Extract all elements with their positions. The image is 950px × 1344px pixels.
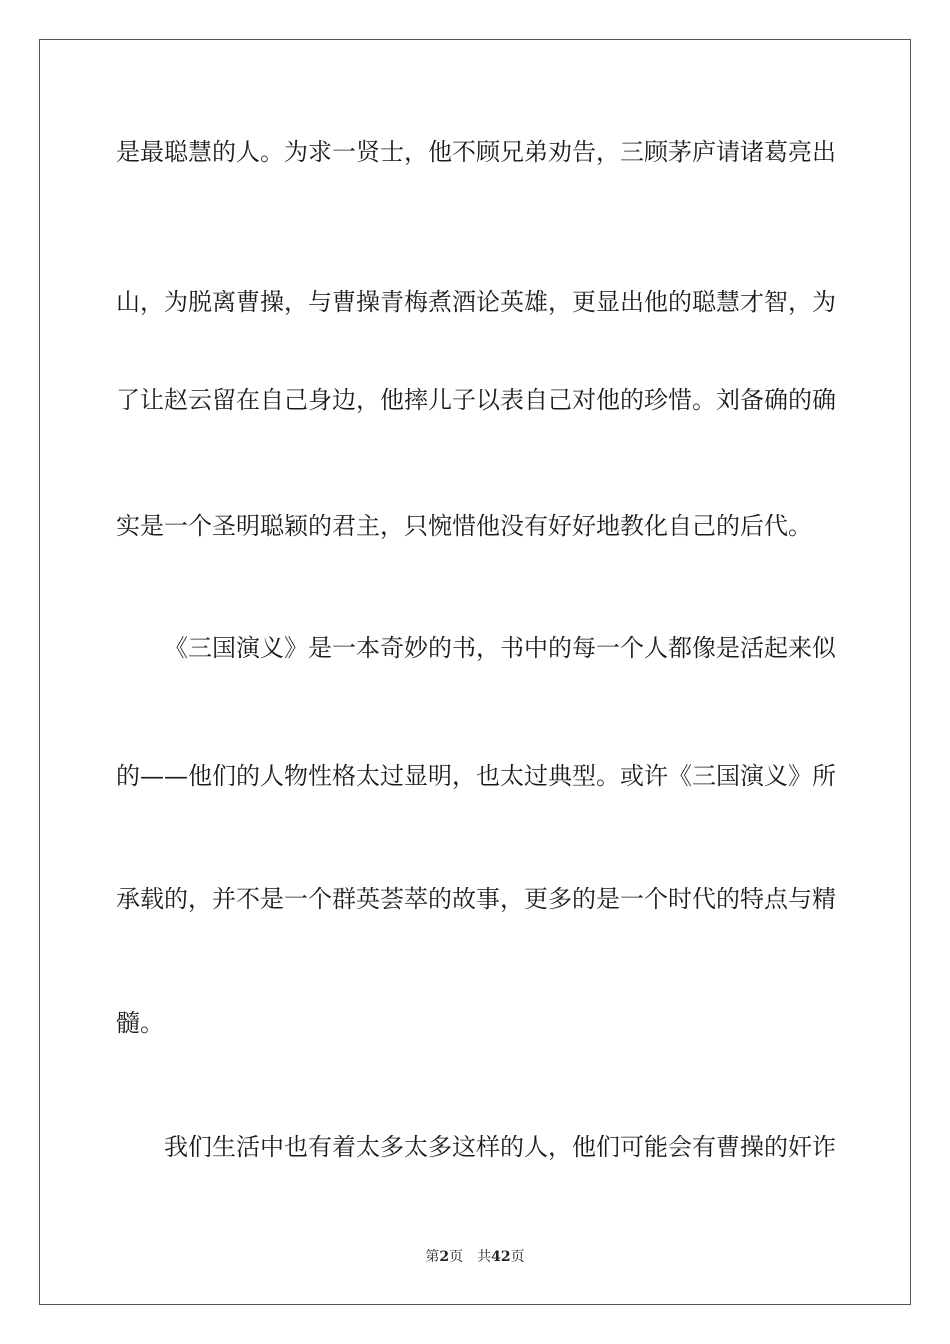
total-prefix: 共: [477, 1249, 492, 1265]
paragraph-line: 是最聪慧的人。为求一贤士，他不顾兄弟劝告，三顾茅庐请诸葛亮出: [116, 138, 836, 166]
page-border: [39, 39, 911, 1305]
paragraph-line: 的——他们的人物性格太过显明，也太过典型。或许《三国演义》所: [116, 762, 836, 790]
total-pages: 42: [491, 1249, 511, 1265]
paragraph-line: 承载的，并不是一个群英荟萃的故事，更多的是一个时代的特点与精: [116, 885, 836, 913]
paragraph-line: 实是一个圣明聪颖的君主，只惋惜他没有好好地教化自己的后代。: [116, 512, 812, 540]
total-suffix: 页: [510, 1249, 525, 1265]
paragraph-line: 髓。: [116, 1009, 164, 1037]
page-footer: [0, 1248, 950, 1266]
paragraph-line: 了让赵云留在自己身边，他摔儿子以表自己对他的珍惜。刘备确的确: [116, 386, 836, 414]
page-prefix: 第: [425, 1249, 440, 1265]
page-number: 2: [439, 1249, 450, 1265]
paragraph-line: 山，为脱离曹操，与曹操青梅煮酒论英雄，更显出他的聪慧才智，为: [116, 288, 836, 316]
paragraph-line: 《三国演义》是一本奇妙的书，书中的每一个人都像是活起来似: [164, 634, 836, 662]
paragraph-line: 我们生活中也有着太多太多这样的人，他们可能会有曹操的奸诈: [164, 1133, 836, 1161]
page-suffix: 页: [449, 1249, 464, 1265]
